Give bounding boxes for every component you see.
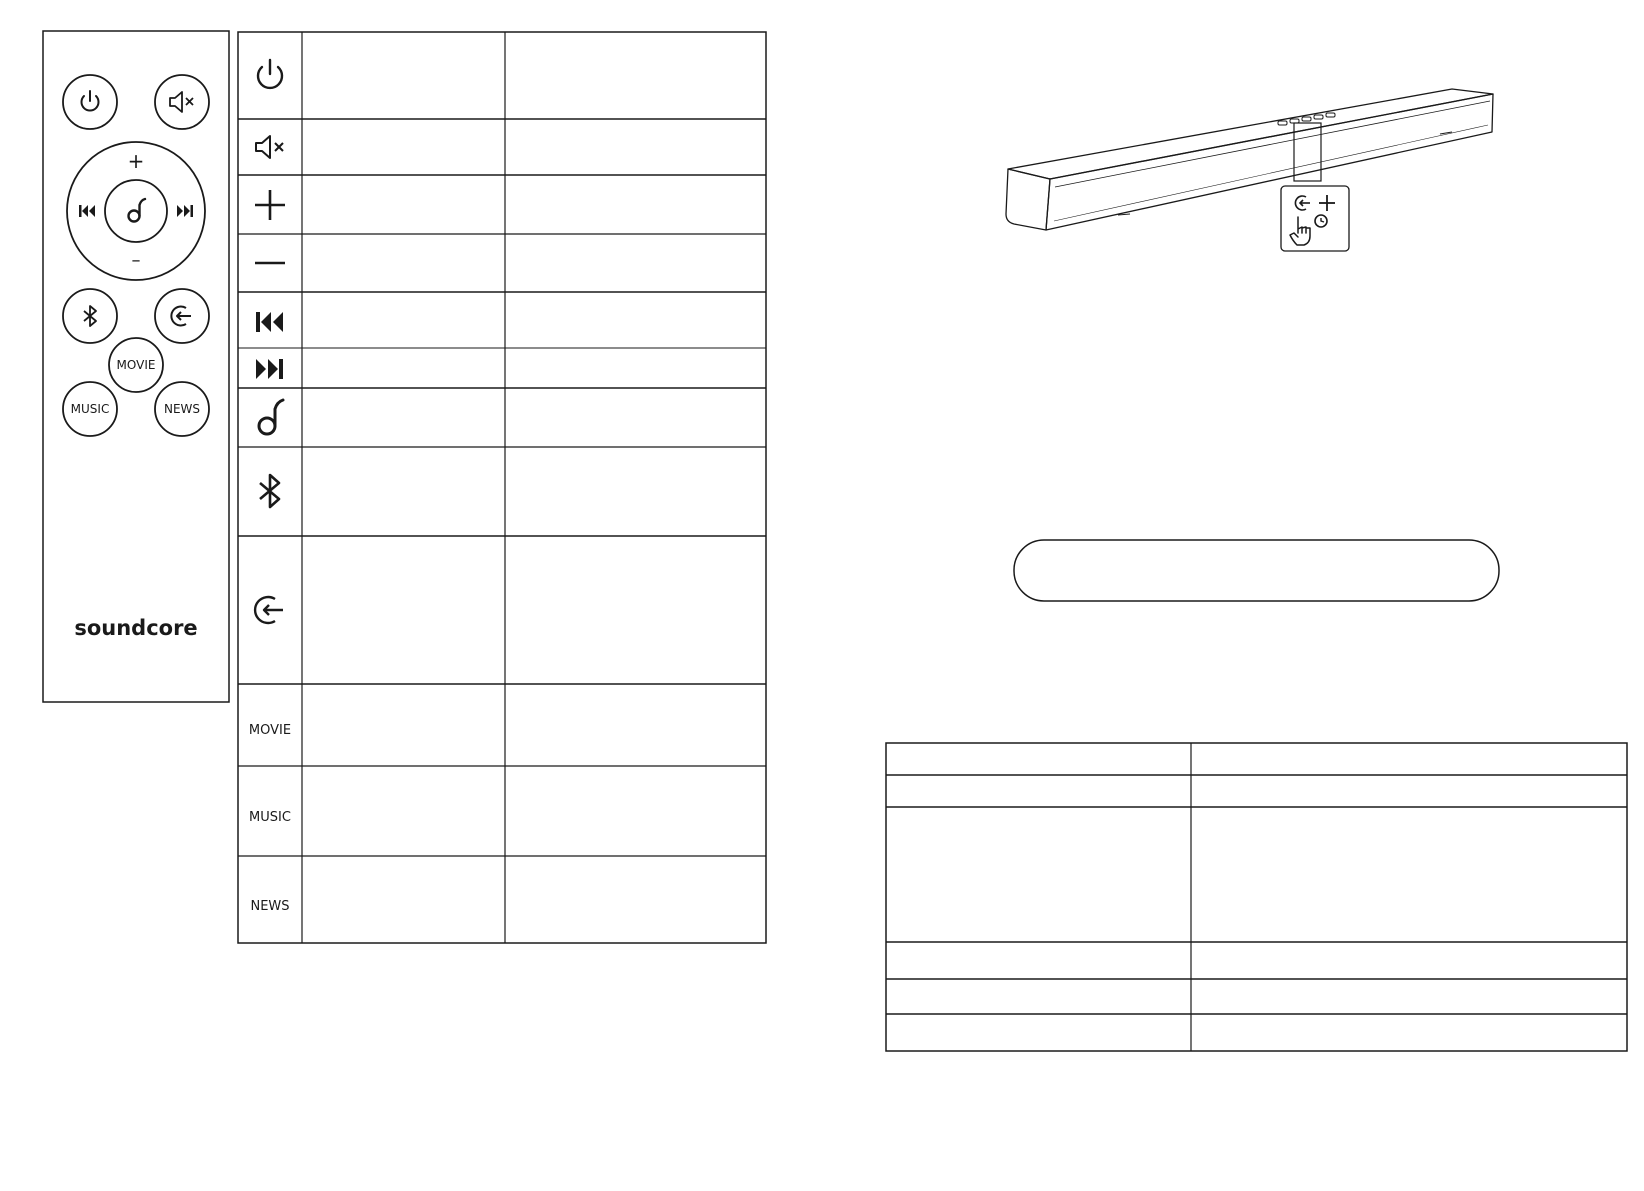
press-hand-icon xyxy=(1290,217,1310,245)
input-icon xyxy=(1295,196,1310,210)
next-track-icon xyxy=(177,205,193,217)
table-row xyxy=(249,723,291,738)
remote-mute-button[interactable] xyxy=(155,75,209,129)
power-icon xyxy=(258,60,282,88)
table-row xyxy=(256,312,283,332)
table-row xyxy=(255,190,285,220)
brand-logo: soundcore xyxy=(74,616,198,640)
remote-movie-button[interactable] xyxy=(109,338,163,392)
input-icon xyxy=(171,307,191,326)
power-icon xyxy=(82,91,99,111)
table-row xyxy=(258,60,282,88)
movie-label: MOVIE xyxy=(116,358,156,372)
music-label: MUSIC xyxy=(70,402,110,416)
previous-track-icon xyxy=(79,205,95,217)
soundbar-illustration xyxy=(1006,89,1493,251)
table-row xyxy=(259,400,283,434)
plus-label: + xyxy=(127,149,145,173)
remote-input-button[interactable] xyxy=(155,289,209,343)
soundbar-callout xyxy=(1281,186,1349,251)
minus-label: – xyxy=(131,250,141,271)
plus-icon xyxy=(1319,195,1335,211)
music-label: MUSIC xyxy=(249,810,291,825)
soundcore-logo-icon xyxy=(259,400,283,434)
bluetooth-icon xyxy=(84,306,96,326)
next-track-icon xyxy=(256,359,283,379)
remote-soundcore-button[interactable] xyxy=(105,180,167,242)
previous-track-icon xyxy=(256,312,283,332)
remote-power-button[interactable] xyxy=(63,75,117,129)
news-label: NEWS xyxy=(250,899,290,914)
table-row xyxy=(249,810,291,825)
input-icon xyxy=(255,597,283,623)
spec-table xyxy=(886,743,1627,1051)
remote-volume-down-button[interactable] xyxy=(132,250,141,271)
remote-control xyxy=(43,31,229,702)
table-row xyxy=(256,136,283,158)
remote-music-button[interactable] xyxy=(63,382,117,436)
remote-bluetooth-button[interactable] xyxy=(63,289,117,343)
soundcore-logo-icon xyxy=(129,199,146,222)
bluetooth-icon xyxy=(260,475,279,507)
plus-icon xyxy=(255,190,285,220)
info-box xyxy=(1014,540,1499,601)
button-table xyxy=(238,32,766,943)
remote-next-button[interactable] xyxy=(177,205,193,217)
table-row xyxy=(250,899,289,914)
mute-icon xyxy=(170,92,193,112)
news-label: NEWS xyxy=(163,402,201,416)
table-row xyxy=(256,359,283,379)
remote-news-button[interactable] xyxy=(155,382,209,436)
remote-previous-button[interactable] xyxy=(79,205,95,217)
clock-icon xyxy=(1315,215,1327,227)
table-row xyxy=(255,597,283,623)
remote-dpad xyxy=(67,142,205,280)
table-row xyxy=(260,475,279,507)
remote-volume-up-button[interactable] xyxy=(128,149,145,173)
mute-icon xyxy=(256,136,283,158)
movie-label: MOVIE xyxy=(248,723,292,738)
